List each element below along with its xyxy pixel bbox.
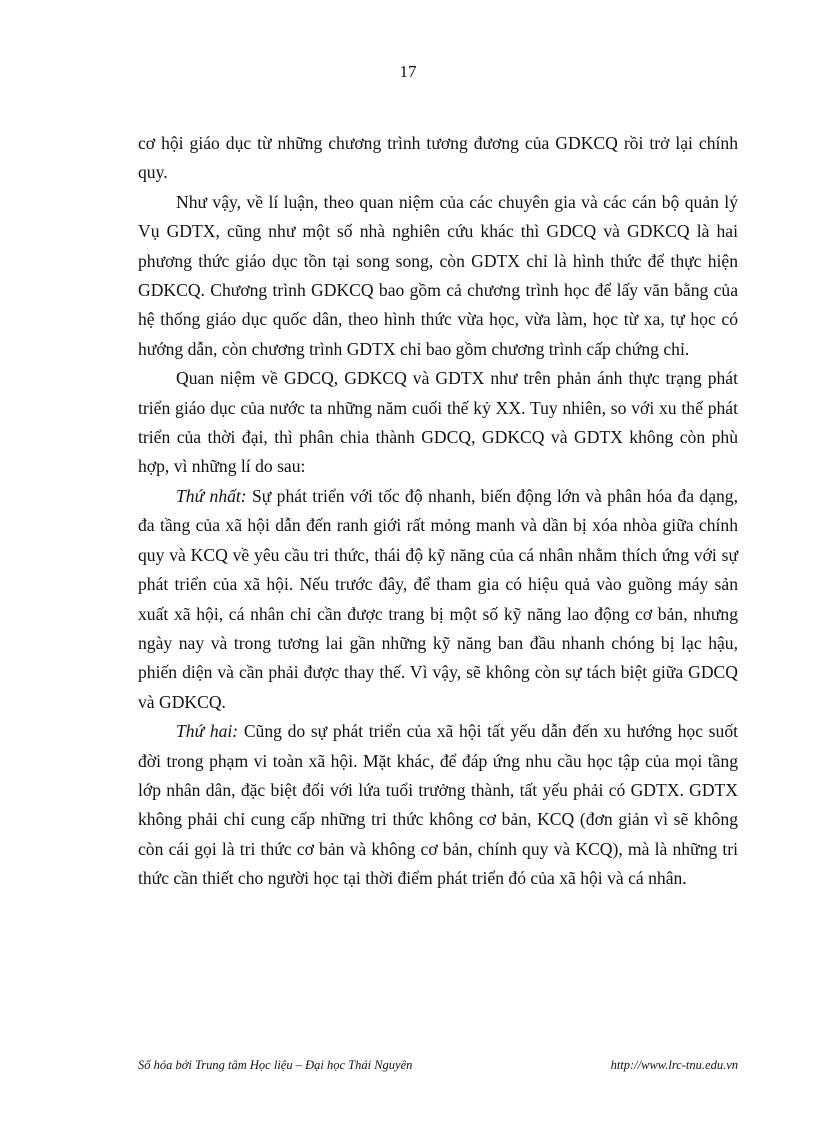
paragraph-text: Cũng do sự phát triển của xã hội tất yếu dẫn đến xu hướng học suốt đời trong phạm vi toàn xã hội. Mặt khác, để đáp ứng nhu cầu học tập của mọi tầng lớp nhân dân, đặc biệt đối với lứa tuổi trưởng thành, tất yếu phải có GDTX. GDTX không phải chỉ cung cấp những tri thức không cơ bản, KCQ (đơn giản vì sẽ không còn cái gọi là tri thức cơ bản và không cơ bản, chính quy và KCQ), mà là những tri thức cần thiết cho người học tại thời điểm phát triển đó của xã hội và cá nhân. bbox=[138, 721, 739, 889]
paragraph-second-reason bbox=[138, 717, 738, 893]
paragraph-first-reason bbox=[138, 482, 738, 717]
footer-url[interactable]: http://www.lrc-tnu.edu.vn bbox=[610, 1058, 738, 1072]
body-text bbox=[138, 129, 738, 894]
paragraph-continuation bbox=[138, 129, 738, 188]
paragraph-lead: Thứ nhất: bbox=[176, 485, 247, 506]
page-footer bbox=[138, 1058, 738, 1073]
paragraph-text: cơ hội giáo dục từ những chương trình tương đương của GDKCQ rồi trở lại chính quy. bbox=[138, 133, 738, 183]
paragraph-theory bbox=[138, 188, 738, 364]
page-number: 17 bbox=[399, 62, 417, 81]
paragraph-text: Quan niệm về GDCQ, GDKCQ và GDTX như trên phản ánh thực trạng phát triển giáo dục của nước ta những năm cuối thế kỷ XX. Tuy nhiên, so với xu thế phát triển của thời đại, thì phân chia thành GDCQ, GDKCQ và GDTX không còn phù hợp, vì những lí do sau: bbox=[138, 368, 738, 477]
paragraph-lead: Thứ hai: bbox=[176, 721, 239, 742]
paragraph-concept bbox=[138, 364, 738, 482]
footer-source: Số hóa bởi Trung tâm Học liệu – Đại học Thái Nguyên bbox=[138, 1058, 413, 1072]
paragraph-text: Như vậy, về lí luận, theo quan niệm của các chuyên gia và các cán bộ quản lý Vụ GDTX, cũng như một số nhà nghiên cứu khác thì GDCQ và GDKCQ là hai phương thức giáo dục tồn tại song song, còn GDTX chỉ là hình thức để thực hiện GDKCQ. Chương trình GDKCQ bao gồm cả chương trình học để lấy văn bằng của hệ thống giáo dục quốc dân, theo hình thức vừa học, vừa làm, học từ xa, tự học có hướng dẫn, còn chương trình GDTX chỉ bao gồm chương trình cấp chứng chỉ. bbox=[138, 191, 738, 359]
paragraph-text: Sự phát triển với tốc độ nhanh, biến động lớn và phân hóa đa dạng, đa tầng của xã hội dẫn đến ranh giới rất mỏng manh và dần bị xóa nhòa giữa chính quy và KCQ về yêu cầu tri thức, thái độ kỹ năng của cá nhân nhằm thích ứng với sự phát triển của xã hội. Nếu trước đây, để tham gia có hiệu quả vào guồng máy sản xuất xã hội, cá nhân chỉ cần được trang bị một số kỹ năng lao động cơ bản, nhưng ngày nay và trong tương lai gần những kỹ năng ban đầu nhanh chóng bị lạc hậu, phiến diện và cần phải được thay thế. Vì vậy, sẽ không còn sự tách biệt giữa GDCQ và GDKCQ. bbox=[138, 485, 739, 712]
